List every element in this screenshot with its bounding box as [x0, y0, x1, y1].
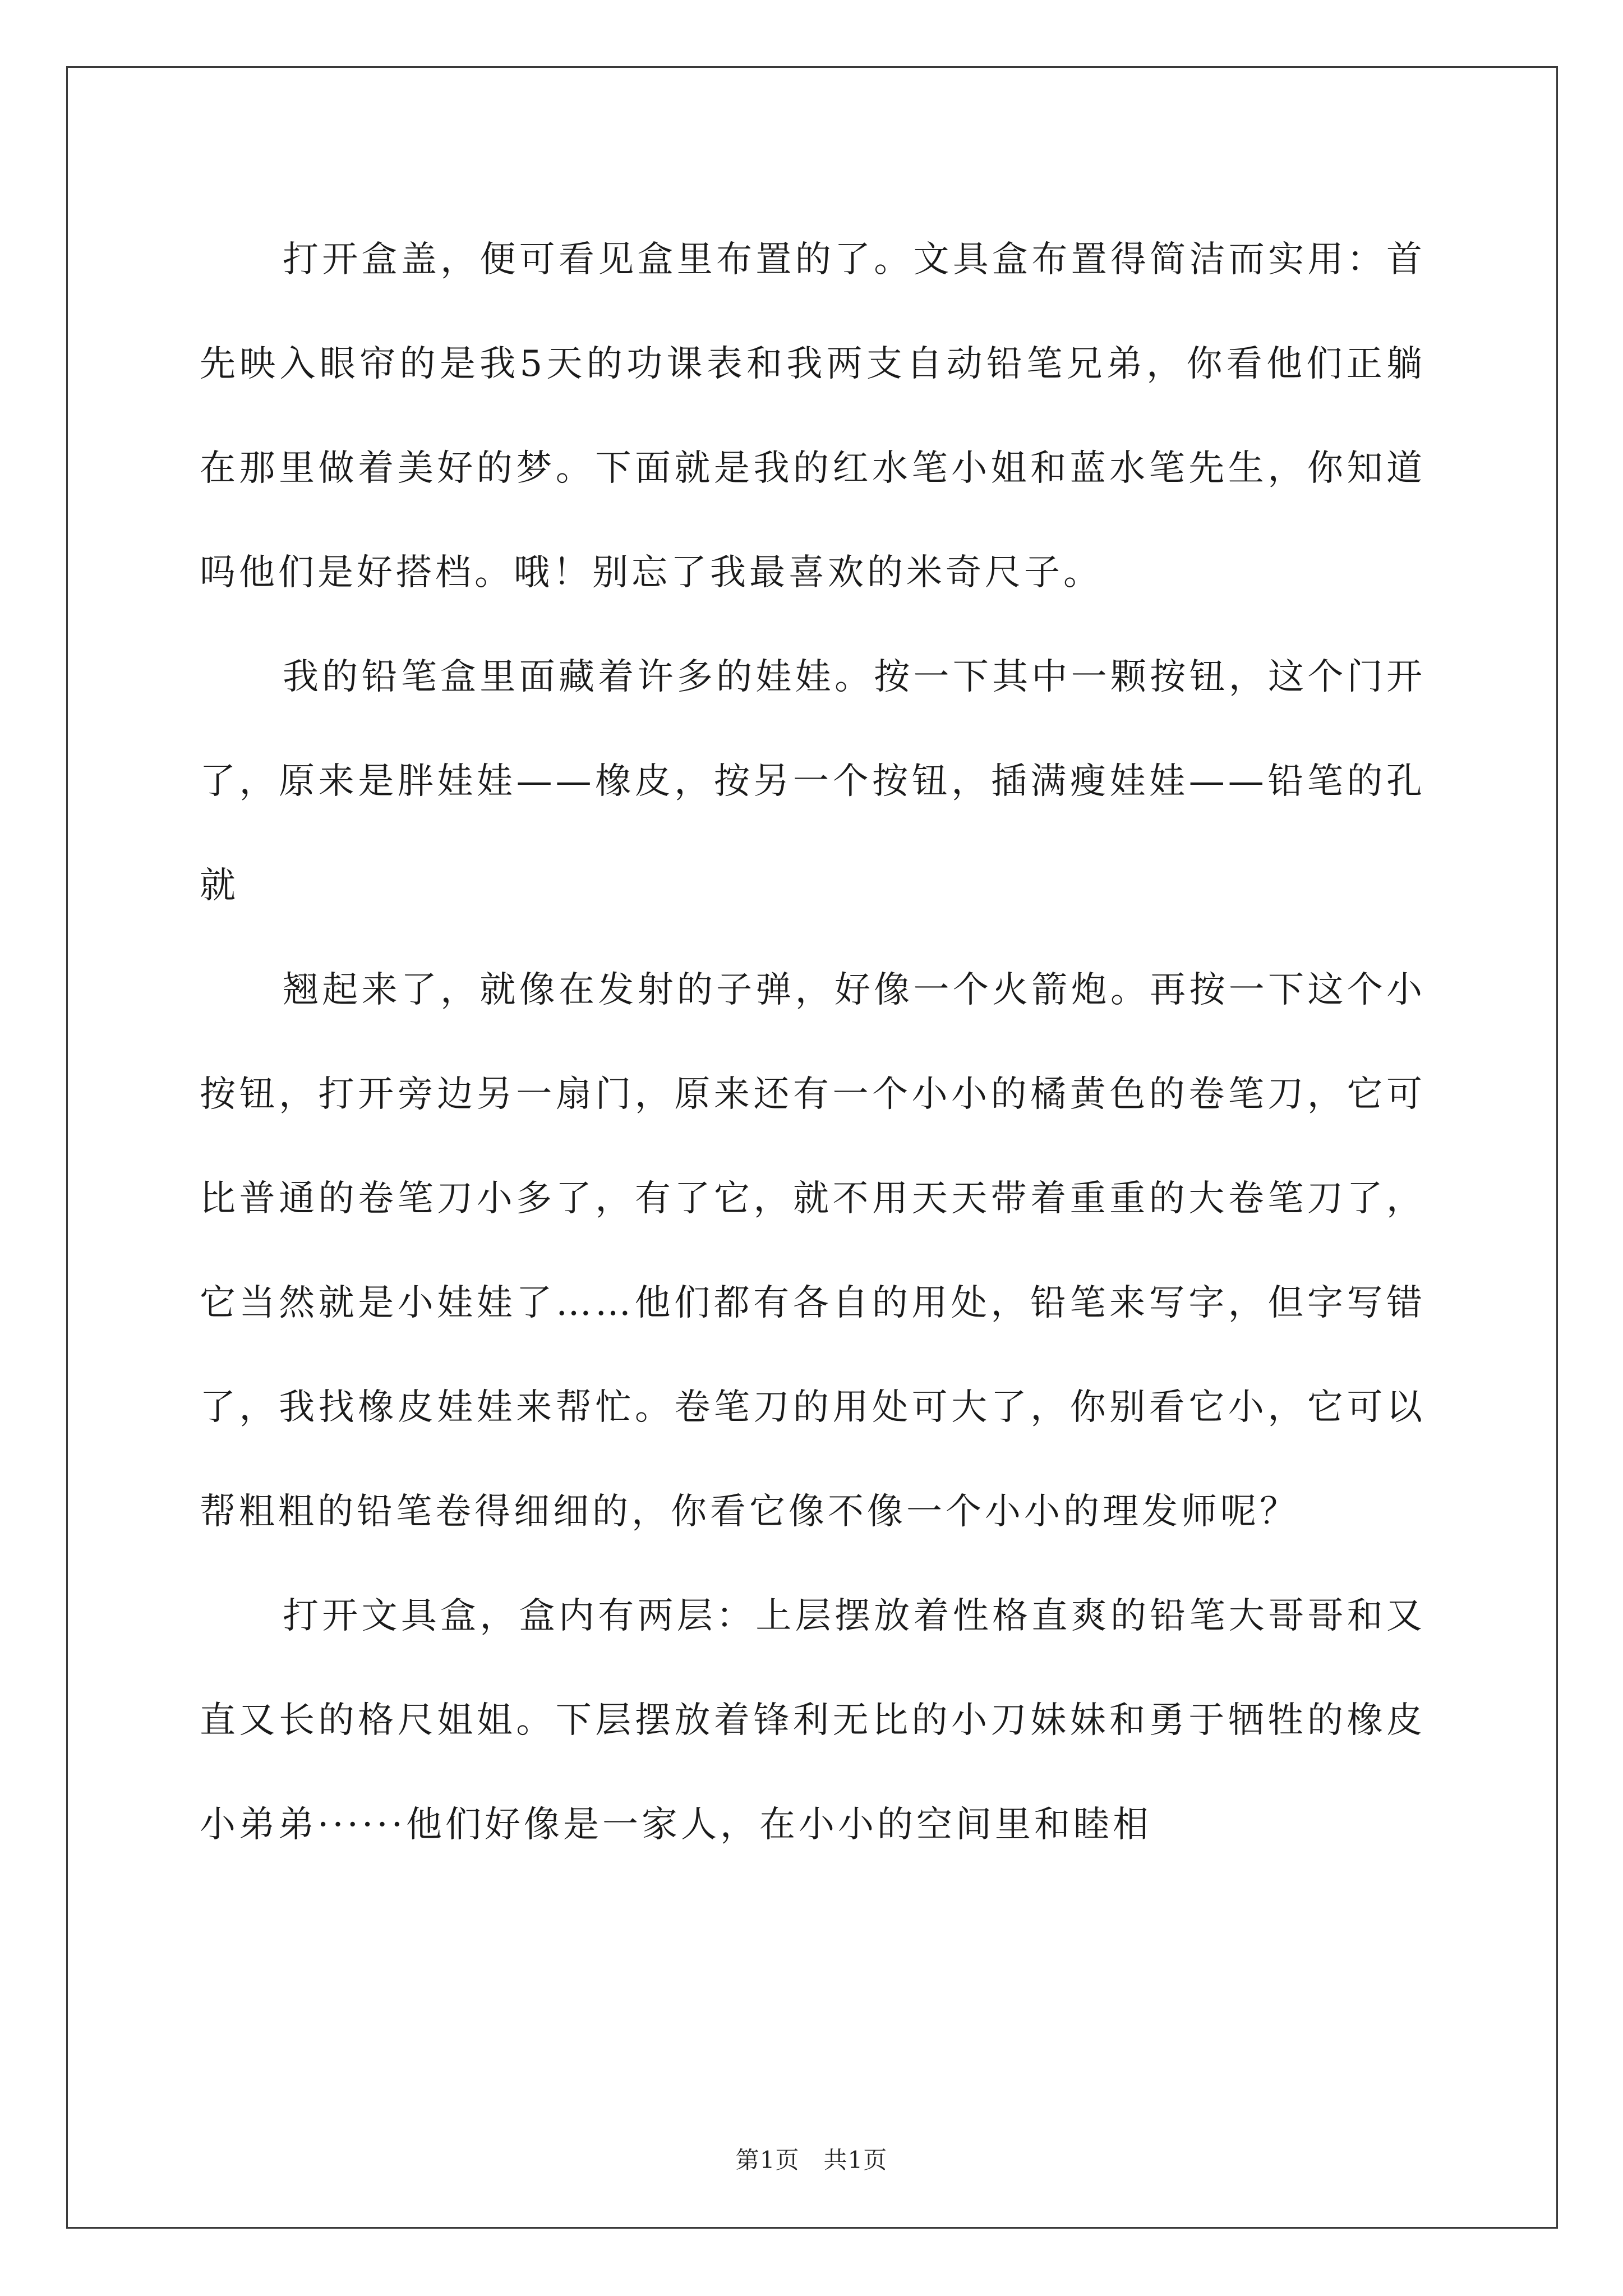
paragraph-3: 翘起来了，就像在发射的子弹，好像一个火箭炮。再按一下这个小按钮，打开旁边另一扇门，原来还有一个小小的橘黄色的卷笔刀，它可比普通的卷笔刀小多了，有了它，就不用天天带着重重的大卷笔刀了，它当然就是小娃娃了……他们都有各自的用处，铅笔来写字，但字写错了，我找橡皮娃娃来帮忙。卷笔刀的用处可大了，你别看它小，它可以帮粗粗的铅笔卷得细细的，你看它像不像一个小小的理发师呢？: [200, 969, 1426, 1533]
page-number-footer: 第1页 共1页: [735, 2146, 888, 2174]
document-body: [200, 208, 1426, 1877]
paragraph-1: 打开盒盖，便可看见盒里布置的了。文具盒布置得简洁而实用：首先映入眼帘的是我5天的功课表和我两支自动铅笔兄弟，你看他们正躺在那里做着美好的梦。下面就是我的红水笔小姐和蓝水笔先生，你知道吗他们是好搭档。哦！别忘了我最喜欢的米奇尺子。: [200, 239, 1426, 593]
paragraph-2: 我的铅笔盒里面藏着许多的娃娃。按一下其中一颗按钮，这个门开了，原来是胖娃娃——橡皮，按另一个按钮，插满瘦娃娃——铅笔的孔就: [200, 656, 1426, 907]
paragraph-4: 打开文具盒，盒内有两层：上层摆放着性格直爽的铅笔大哥哥和又直又长的格尺姐姐。下层摆放着锋利无比的小刀妹妹和勇于牺牲的橡皮小弟弟······他们好像是一家人，在小小的空间里和睦相: [200, 1595, 1426, 1846]
